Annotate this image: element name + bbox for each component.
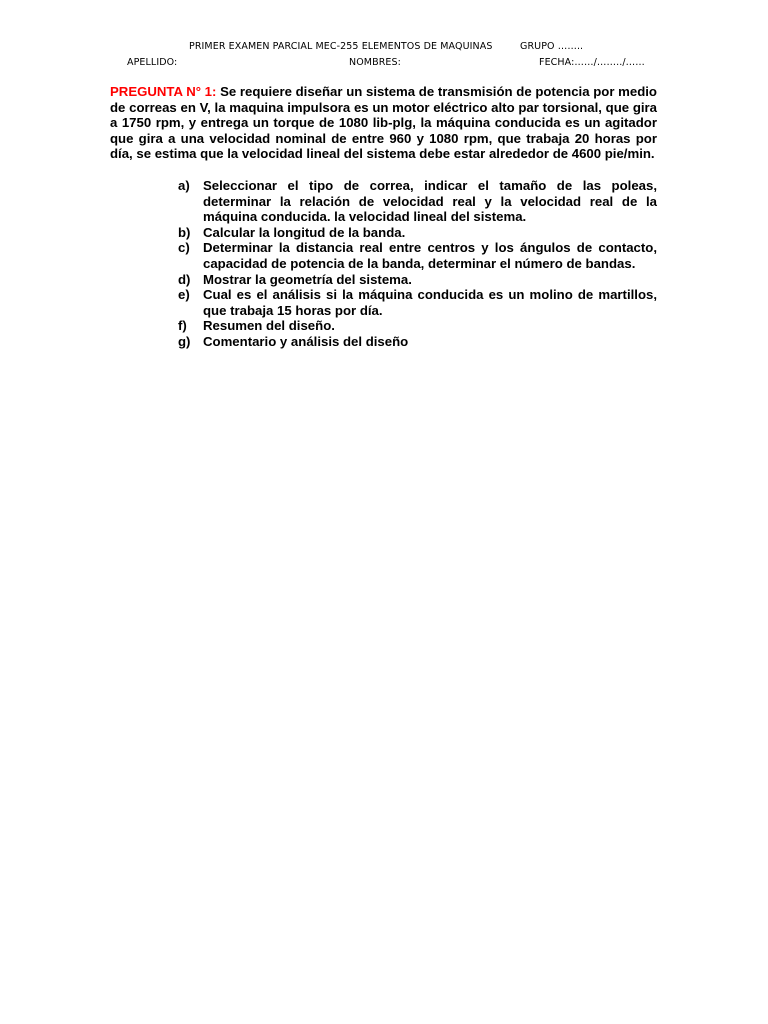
- item-marker: g): [178, 333, 191, 349]
- item-text: Comentario y análisis del diseño: [203, 333, 409, 349]
- list-item: [178, 225, 657, 241]
- date-field: FECHA:……/……../……: [539, 57, 645, 68]
- list-item: [178, 287, 657, 318]
- item-marker: d): [178, 271, 191, 287]
- item-text: Seleccionar el tipo de correa, indicar el tamaño de las poleas, determinar la relación de velocidad real y la velocidad real de la máquina conducida. la velocidad lineal del sistema.: [203, 178, 657, 225]
- list-item: [178, 318, 657, 334]
- surname-field: APELLIDO:: [127, 57, 178, 68]
- names-field: NOMBRES:: [349, 57, 401, 68]
- item-text: Mostrar la geometría del sistema.: [203, 271, 412, 287]
- item-text: Calcular la longitud de la banda.: [203, 224, 406, 240]
- group-field: GRUPO ……..: [520, 41, 584, 52]
- item-marker: c): [178, 240, 190, 256]
- question-text: Se requiere diseñar un sistema de transmisión de potencia por medio de correas en V, la maquina impulsora es un motor eléctrico alto par torsional, que gira a 1750 rpm, y entrega un torque de 1080 lib-plg, la máquina conducida es un agitador que gira a una velocidad nominal de entre 960 y 1080 rpm, que trabaja 20 horas por día, se estima que la velocidad lineal del sistema debe estar alrededor de 4600 pie/min.: [110, 84, 657, 162]
- item-marker: a): [178, 178, 190, 193]
- item-marker: e): [178, 287, 190, 303]
- list-item: [178, 240, 657, 271]
- item-text: Determinar la distancia real entre centros y los ángulos de contacto, capacidad de potencia de la banda, determinar el número de bandas.: [203, 240, 657, 271]
- item-marker: f): [178, 318, 187, 334]
- list-item: [178, 178, 657, 225]
- question-statement: [110, 84, 657, 162]
- question-items: [178, 178, 657, 350]
- list-item: [178, 334, 657, 350]
- item-text: Resumen del diseño.: [203, 318, 335, 334]
- exam-title: PRIMER EXAMEN PARCIAL MEC-255 ELEMENTOS DE MAQUINAS: [189, 41, 493, 52]
- question-label: PREGUNTA N° 1:: [110, 84, 217, 99]
- list-item: [178, 272, 657, 288]
- item-marker: b): [178, 224, 191, 240]
- item-text: Cual es el análisis si la máquina conducida es un molino de martillos, que trabaja 15 horas por día.: [203, 287, 657, 318]
